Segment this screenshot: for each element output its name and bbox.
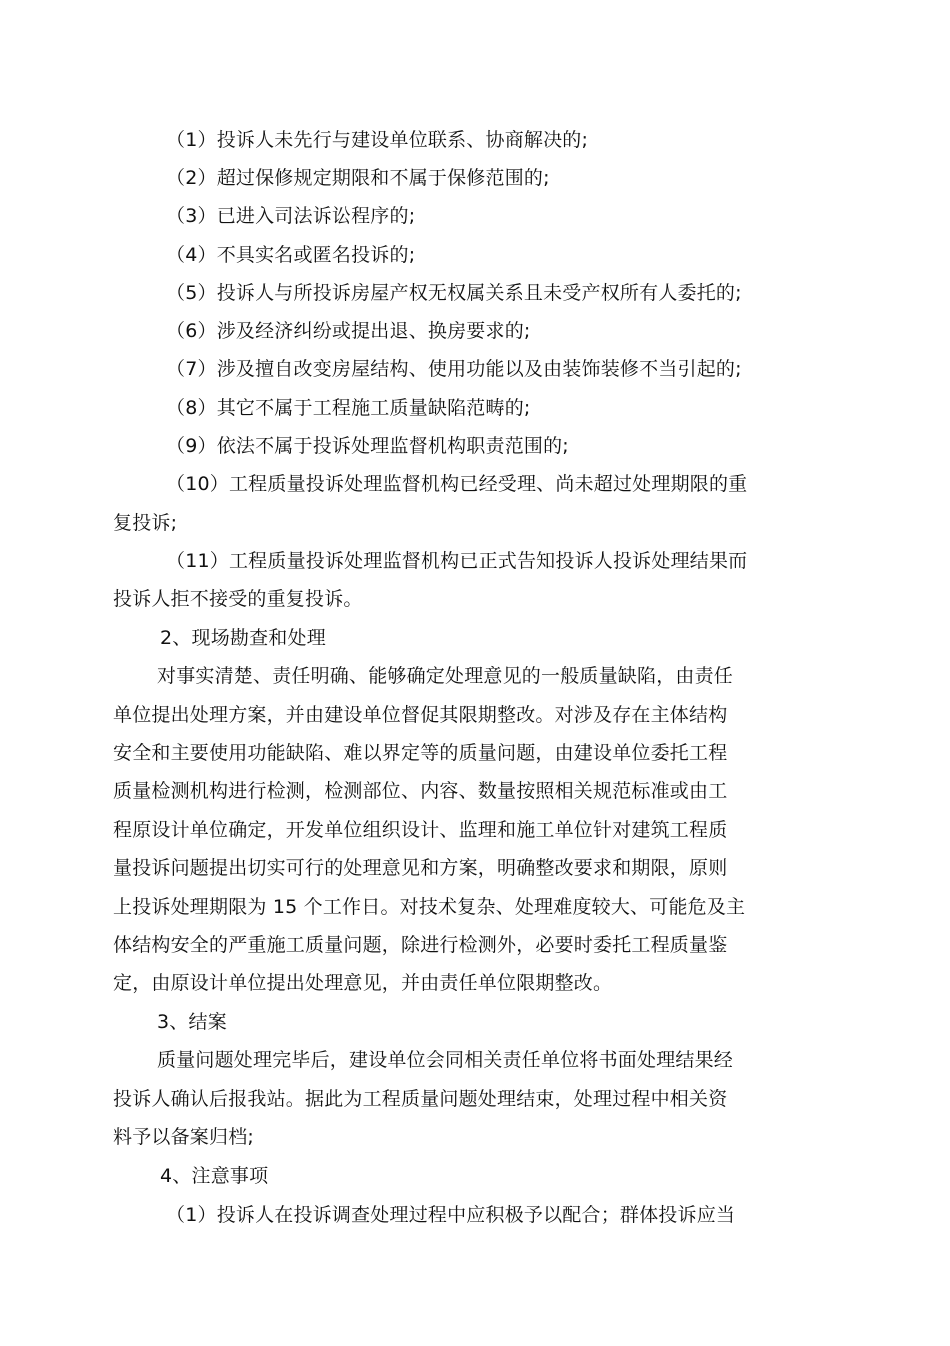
list-item: （8）其它不属于工程施工质量缺陷范畴的; <box>166 397 531 419</box>
list-item: （6）涉及经济纠纷或提出退、换房要求的; <box>166 320 531 342</box>
list-item: （5）投诉人与所投诉房屋产权无权属关系且未受产权所有人委托的; <box>166 282 742 304</box>
paragraph-line: 安全和主要使用功能缺陷、难以界定等的质量问题，由建设单位委托工程 <box>113 742 728 764</box>
list-item: （4）不具实名或匿名投诉的; <box>166 244 416 266</box>
list-item-continuation: 投诉人拒不接受的重复投诉。 <box>113 588 363 610</box>
list-item: （2）超过保修规定期限和不属于保修范围的; <box>166 167 550 189</box>
section-heading: 2、现场勘查和处理 <box>160 627 326 649</box>
paragraph-line: （1）投诉人在投诉调查处理过程中应积极予以配合；群体投诉应当 <box>166 1204 736 1226</box>
paragraph-line: 体结构安全的严重施工质量问题，除进行检测外，必要时委托工程质量鉴 <box>113 934 728 956</box>
paragraph-line: 质量问题处理完毕后，建设单位会同相关责任单位将书面处理结果经 <box>157 1049 734 1071</box>
paragraph-line: 量投诉问题提出切实可行的处理意见和方案，明确整改要求和期限，原则 <box>113 857 728 879</box>
paragraph-line: 定，由原设计单位提出处理意见，并由责任单位限期整改。 <box>113 972 613 994</box>
section-heading: 3、结案 <box>157 1011 227 1033</box>
paragraph-line: 上投诉处理期限为 15 个工作日。对技术复杂、处理难度较大、可能危及主 <box>113 896 746 918</box>
paragraph-line: 料予以备案归档; <box>113 1126 255 1148</box>
list-item: （1）投诉人未先行与建设单位联系、协商解决的; <box>166 129 589 151</box>
list-item: （11）工程质量投诉处理监督机构已正式告知投诉人投诉处理结果而 <box>166 550 748 572</box>
paragraph-line: 程原设计单位确定，开发单位组织设计、监理和施工单位针对建筑工程质 <box>113 819 728 841</box>
paragraph-line: 单位提出处理方案，并由建设单位督促其限期整改。对涉及存在主体结构 <box>113 704 728 726</box>
list-item: （9）依法不属于投诉处理监督机构职责范围的; <box>166 435 569 457</box>
list-item-continuation: 复投诉; <box>113 512 178 534</box>
list-item: （10）工程质量投诉处理监督机构已经受理、尚未超过处理期限的重 <box>166 473 748 495</box>
list-item: （7）涉及擅自改变房屋结构、使用功能以及由装饰装修不当引起的; <box>166 358 742 380</box>
paragraph-line: 对事实清楚、责任明确、能够确定处理意见的一般质量缺陷，由责任 <box>157 665 734 687</box>
paragraph-line: 质量检测机构进行检测，检测部位、内容、数量按照相关规范标准或由工 <box>113 780 728 802</box>
paragraph-line: 投诉人确认后报我站。据此为工程质量问题处理结束，处理过程中相关资 <box>113 1088 728 1110</box>
list-item: （3）已进入司法诉讼程序的; <box>166 205 416 227</box>
section-heading: 4、注意事项 <box>160 1165 269 1187</box>
